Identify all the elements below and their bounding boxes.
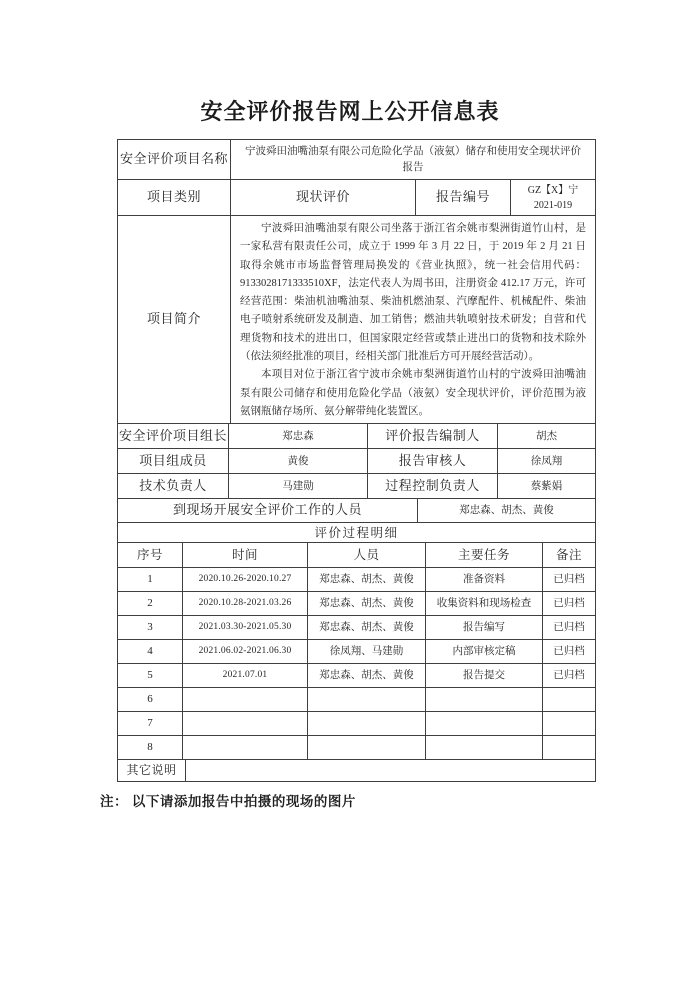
cell-task: 报告编写 xyxy=(426,616,543,640)
header-remark: 备注 xyxy=(543,543,596,568)
reviewer-value: 徐凤翔 xyxy=(498,449,596,474)
process-header-row xyxy=(118,543,596,568)
cell-staff xyxy=(308,712,426,736)
cell-staff: 郑忠森、胡杰、黄俊 xyxy=(308,592,426,616)
row-section-title xyxy=(118,523,596,543)
process-ctrl-label: 过程控制负责人 xyxy=(368,474,498,499)
members-value: 黄俊 xyxy=(229,449,368,474)
process-section-title: 评价过程明细 xyxy=(118,523,596,543)
row-other-notes xyxy=(118,760,596,782)
row-leader xyxy=(118,424,596,449)
cell-task: 准备资料 xyxy=(426,568,543,592)
cell-seq: 2 xyxy=(118,592,183,616)
cell-remark xyxy=(543,712,596,736)
cell-remark: 已归档 xyxy=(543,616,596,640)
leader-label: 安全评价项目组长 xyxy=(118,424,229,449)
cell-time: 2021.03.30-2021.05.30 xyxy=(183,616,308,640)
author-value: 胡杰 xyxy=(498,424,596,449)
table-row xyxy=(118,664,596,688)
other-notes-label: 其它说明 xyxy=(118,760,186,782)
cell-task xyxy=(426,712,543,736)
cell-task xyxy=(426,688,543,712)
cell-time: 2020.10.28-2021.03.26 xyxy=(183,592,308,616)
row-onsite xyxy=(118,499,596,523)
cell-seq: 3 xyxy=(118,616,183,640)
cell-seq: 1 xyxy=(118,568,183,592)
cell-seq: 7 xyxy=(118,712,183,736)
cell-time xyxy=(183,688,308,712)
cell-staff: 郑忠森、胡杰、黄俊 xyxy=(308,664,426,688)
cell-staff xyxy=(308,736,426,760)
reviewer-label: 报告审核人 xyxy=(368,449,498,474)
cell-remark: 已归档 xyxy=(543,568,596,592)
cell-staff xyxy=(308,688,426,712)
other-notes-value xyxy=(186,760,596,782)
cell-staff: 郑忠森、胡杰、黄俊 xyxy=(308,616,426,640)
table-row xyxy=(118,592,596,616)
cell-time: 2020.10.26-2020.10.27 xyxy=(183,568,308,592)
project-name-value: 宁波舜田油嘴油泵有限公司危险化学品（液氨）储存和使用安全现状评价报告 xyxy=(231,140,596,180)
cell-seq: 4 xyxy=(118,640,183,664)
header-task: 主要任务 xyxy=(426,543,543,568)
table-row xyxy=(118,712,596,736)
cell-seq: 8 xyxy=(118,736,183,760)
cell-task: 收集资料和现场检查 xyxy=(426,592,543,616)
category-value: 现状评价 xyxy=(231,180,416,216)
table-row xyxy=(118,688,596,712)
category-label: 项目类别 xyxy=(118,180,231,216)
row-category xyxy=(118,180,596,216)
cell-task: 内部审核定稿 xyxy=(426,640,543,664)
cell-remark: 已归档 xyxy=(543,664,596,688)
info-table xyxy=(117,139,596,782)
members-label: 项目组成员 xyxy=(118,449,229,474)
intro-paragraph-2: 本项目对位于浙江省宁波市余姚市梨洲街道竹山村的宁波舜田油嘴油泵有限公司储存和使用危险化学品（液氨）安全现状评价，评价范围为液氨钢瓶储存场所、氨分解带纯化装置区。 xyxy=(240,369,586,417)
cell-time xyxy=(183,712,308,736)
row-project-name xyxy=(118,140,596,180)
onsite-label: 到现场开展安全评价工作的人员 xyxy=(118,499,418,523)
process-ctrl-value: 蔡紫娟 xyxy=(498,474,596,499)
cell-remark: 已归档 xyxy=(543,592,596,616)
row-tech xyxy=(118,474,596,499)
page-title: 安全评价报告网上公开信息表 xyxy=(200,99,500,124)
author-label: 评价报告编制人 xyxy=(368,424,498,449)
report-no-value xyxy=(511,180,596,216)
cell-remark xyxy=(543,688,596,712)
leader-value: 郑忠森 xyxy=(229,424,368,449)
cell-staff: 郑忠森、胡杰、黄俊 xyxy=(308,568,426,592)
intro-label: 项目简介 xyxy=(118,216,231,424)
table-row xyxy=(118,640,596,664)
table-row xyxy=(118,568,596,592)
report-no-label: 报告编号 xyxy=(416,180,511,216)
cell-staff: 徐凤翔、马建勋 xyxy=(308,640,426,664)
cell-remark xyxy=(543,736,596,760)
cell-remark: 已归档 xyxy=(543,640,596,664)
table-row xyxy=(118,736,596,760)
cell-task: 报告提交 xyxy=(426,664,543,688)
cell-time: 2021.07.01 xyxy=(183,664,308,688)
tech-value: 马建勋 xyxy=(229,474,368,499)
footnote: 注： 以下请添加报告中拍摄的现场的图片 xyxy=(100,794,356,810)
header-staff: 人员 xyxy=(308,543,426,568)
tech-label: 技术负责人 xyxy=(118,474,229,499)
onsite-value: 郑忠森、胡杰、黄俊 xyxy=(418,499,596,523)
cell-task xyxy=(426,736,543,760)
report-no-line1: GZ【X】宁 xyxy=(527,184,579,196)
row-members xyxy=(118,449,596,474)
report-no-line2: 2021-019 xyxy=(533,199,573,211)
intro-text xyxy=(231,216,596,424)
project-name-label: 安全评价项目名称 xyxy=(118,140,231,180)
cell-seq: 5 xyxy=(118,664,183,688)
cell-time xyxy=(183,736,308,760)
intro-paragraph-1: 宁波舜田油嘴油泵有限公司坐落于浙江省余姚市梨洲街道竹山村，是一家私营有限责任公司，成立于 1999 年 3 月 22 日，于 2019 年 2 月 21 日取得余姚市市场监督管理局换发的《营业执照》，统一社会信用代码：9133028171333510XF，法定代表人为周书田，注册资金 412.17 万元，许可经营范围：柴油机油嘴油泵、柴油机燃油泵、汽摩配件、机械配件、柴油电子喷射系统研发及制造、加工销售；燃油共轨喷射技术研发；自营和代理货物和技术的进出口，但国家限定经营或禁止进出口的货物和技术除外（依法须经批准的项目，经相关部门批准后方可开展经营活动）。 xyxy=(240,223,586,363)
header-seq: 序号 xyxy=(118,543,183,568)
cell-time: 2021.06.02-2021.06.30 xyxy=(183,640,308,664)
cell-seq: 6 xyxy=(118,688,183,712)
table-row xyxy=(118,616,596,640)
header-time: 时间 xyxy=(183,543,308,568)
row-intro xyxy=(118,216,596,424)
